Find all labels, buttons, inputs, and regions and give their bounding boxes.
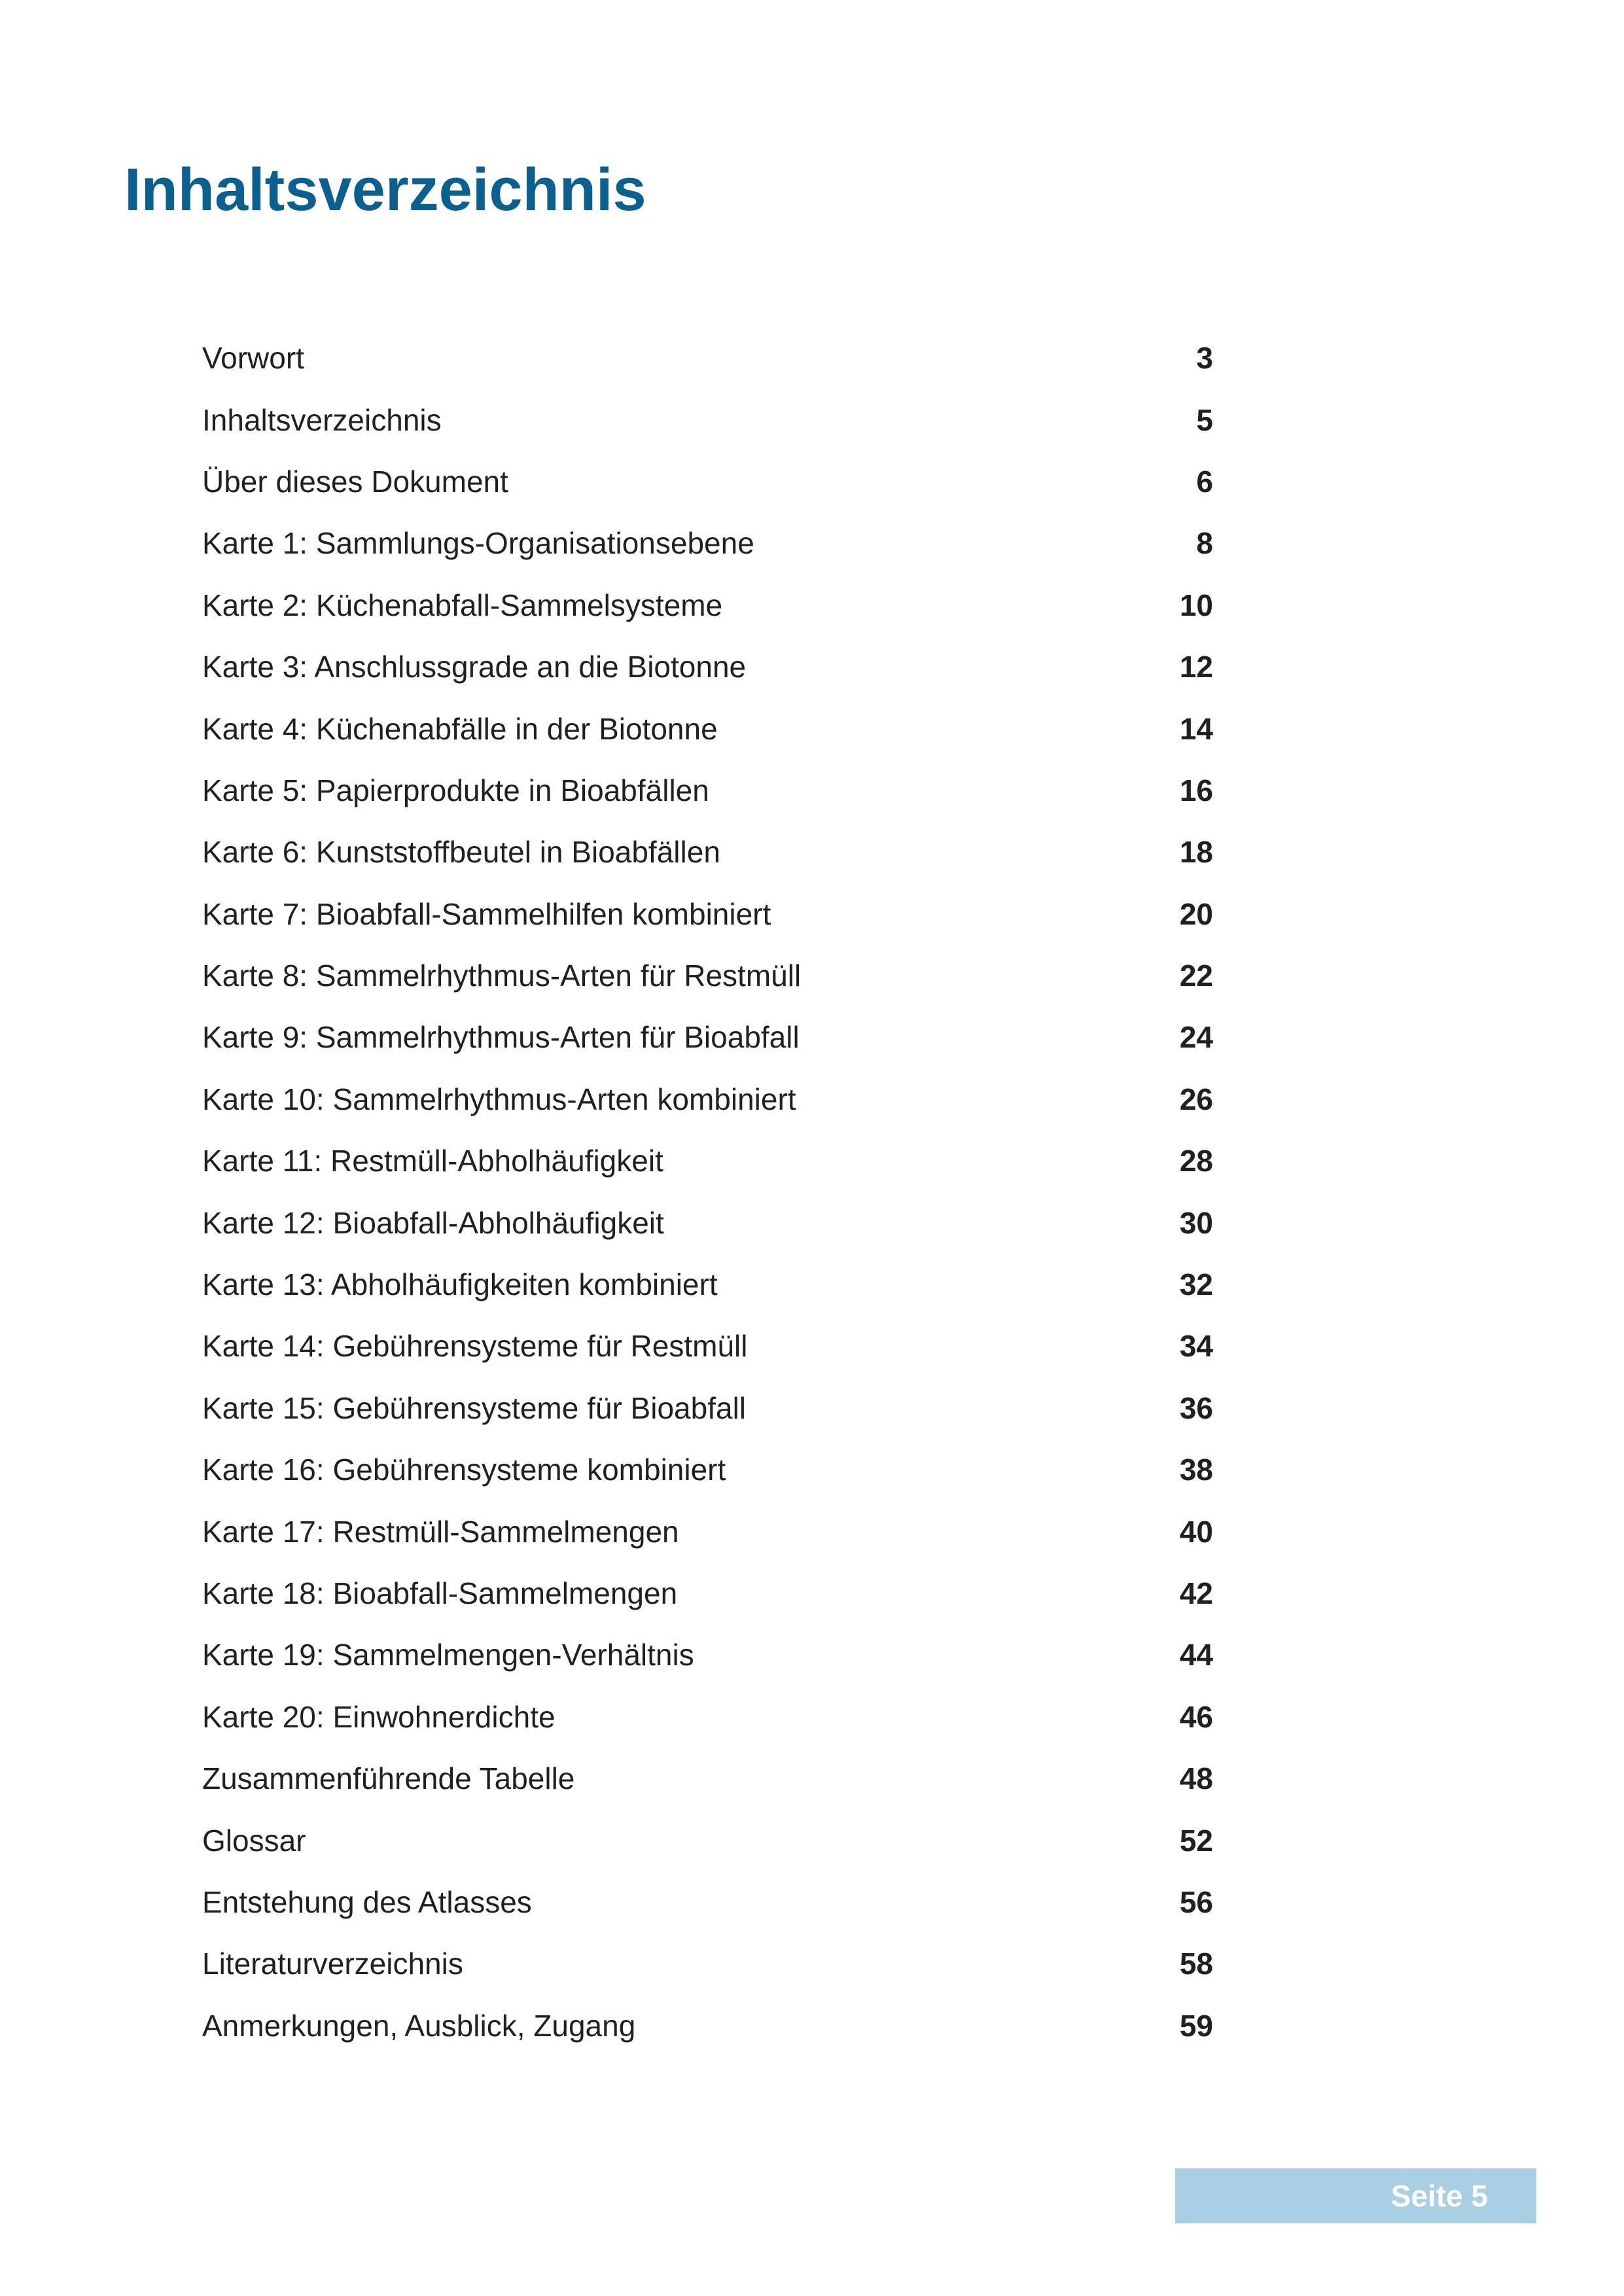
toc-entry[interactable] [202, 760, 1213, 821]
toc-entry-label: Karte 2: Küchenabfall-Sammelsysteme [202, 588, 723, 622]
toc-entry[interactable] [202, 1995, 1213, 2057]
page-number-bar [1175, 2168, 1536, 2223]
toc-entry-page: 5 [1196, 402, 1213, 437]
toc-entry-label: Karte 20: Einwohnerdichte [202, 1699, 556, 1734]
toc-entry-label: Karte 4: Küchenabfälle in der Biotonne [202, 711, 718, 746]
toc-entry-label: Karte 13: Abholhäufigkeiten kombiniert [202, 1267, 718, 1302]
toc-entry-label: Karte 17: Restmüll-Sammelmengen [202, 1514, 679, 1549]
toc-entry-page: 46 [1179, 1699, 1213, 1734]
toc-entry-label: Karte 12: Bioabfall-Abholhäufigkeit [202, 1205, 664, 1240]
toc-entry-label: Karte 7: Bioabfall-Sammelhilfen kombiniert [202, 896, 771, 931]
toc-entry-label: Karte 18: Bioabfall-Sammelmengen [202, 1576, 678, 1610]
toc-entry[interactable] [202, 574, 1213, 636]
toc-entry-page: 42 [1179, 1576, 1213, 1610]
toc-entry-label: Glossar [202, 1823, 306, 1858]
toc-entry-page: 20 [1179, 896, 1213, 931]
toc-entry-label: Karte 8: Sammelrhythmus-Arten für Restmüll [202, 959, 802, 993]
toc-entry-page: 16 [1179, 773, 1213, 807]
toc-entry[interactable] [202, 1192, 1213, 1253]
toc-entry-label: Karte 1: Sammlungs-Organisationsebene [202, 526, 754, 561]
toc-entry-label: Vorwort [202, 341, 304, 376]
toc-entry[interactable] [202, 1130, 1213, 1192]
toc-entry-page: 28 [1179, 1144, 1213, 1178]
toc-entry-page: 44 [1179, 1638, 1213, 1672]
toc-entry-label: Karte 5: Papierprodukte in Bioabfällen [202, 773, 709, 807]
toc-entry[interactable] [202, 1315, 1213, 1377]
toc-entry-page: 38 [1179, 1453, 1213, 1487]
toc-entry[interactable] [202, 1563, 1213, 1624]
toc-entry-page: 58 [1179, 1947, 1213, 1981]
toc-entry-label: Über dieses Dokument [202, 464, 508, 499]
toc-entry[interactable] [202, 1500, 1213, 1562]
toc-entry[interactable] [202, 1377, 1213, 1439]
toc-entry-page: 34 [1179, 1329, 1213, 1364]
toc-entry[interactable] [202, 451, 1213, 512]
toc-entry-page: 52 [1179, 1823, 1213, 1858]
toc-entry-label: Karte 19: Sammelmengen-Verhältnis [202, 1638, 694, 1672]
toc-entry-label: Karte 3: Anschlussgrade an die Biotonne [202, 650, 747, 684]
toc-entry-page: 8 [1196, 526, 1213, 561]
toc-entry-page: 22 [1179, 959, 1213, 993]
toc-entry[interactable] [202, 1254, 1213, 1315]
toc-entry-label: Entstehung des Atlasses [202, 1884, 532, 1919]
toc-entry-page: 3 [1196, 341, 1213, 376]
toc-entry[interactable] [202, 1686, 1213, 1748]
toc-entry[interactable] [202, 698, 1213, 759]
toc-entry-label: Anmerkungen, Ausblick, Zugang [202, 2008, 636, 2043]
toc-entry-page: 24 [1179, 1020, 1213, 1055]
toc-entry[interactable] [202, 1871, 1213, 1933]
toc-entry[interactable] [202, 1624, 1213, 1686]
toc-entry-label: Karte 16: Gebührensysteme kombiniert [202, 1453, 726, 1487]
toc-entry-page: 10 [1179, 588, 1213, 622]
toc-entry-label: Literaturverzeichnis [202, 1947, 463, 1981]
toc-entry[interactable] [202, 883, 1213, 945]
toc-entry[interactable] [202, 1748, 1213, 1809]
toc-entry-label: Inhaltsverzeichnis [202, 402, 442, 437]
toc-entry-page: 18 [1179, 835, 1213, 870]
toc-entry[interactable] [202, 945, 1213, 1006]
toc-entry-page: 30 [1179, 1205, 1213, 1240]
toc-entry[interactable] [202, 1006, 1213, 1068]
toc-entry-page: 12 [1179, 650, 1213, 684]
toc-entry[interactable] [202, 821, 1213, 883]
toc-entry[interactable] [202, 1809, 1213, 1871]
table-of-contents [202, 327, 1213, 2057]
toc-entry[interactable] [202, 636, 1213, 698]
toc-entry-page: 56 [1179, 1884, 1213, 1919]
toc-entry-page: 6 [1196, 464, 1213, 499]
toc-entry-page: 14 [1179, 711, 1213, 746]
toc-entry[interactable] [202, 327, 1213, 389]
toc-entry-label: Karte 14: Gebührensysteme für Restmüll [202, 1329, 748, 1364]
toc-entry-page: 26 [1179, 1082, 1213, 1116]
toc-entry-label: Karte 15: Gebührensysteme für Bioabfall [202, 1390, 747, 1425]
toc-entry-label: Karte 10: Sammelrhythmus-Arten kombiniert [202, 1082, 796, 1116]
toc-entry-page: 36 [1179, 1390, 1213, 1425]
toc-entry-page: 48 [1179, 1761, 1213, 1796]
toc-entry-page: 59 [1179, 2008, 1213, 2043]
toc-entry-page: 40 [1179, 1514, 1213, 1549]
toc-entry-label: Karte 6: Kunststoffbeutel in Bioabfällen [202, 835, 720, 870]
toc-entry[interactable] [202, 512, 1213, 574]
toc-entry-label: Karte 9: Sammelrhythmus-Arten für Bioabfall [202, 1020, 800, 1055]
toc-entry-label: Karte 11: Restmüll-Abholhäufigkeit [202, 1144, 663, 1178]
toc-entry-label: Zusammenführende Tabelle [202, 1761, 575, 1796]
toc-entry[interactable] [202, 389, 1213, 450]
toc-entry[interactable] [202, 1439, 1213, 1500]
page-title: Inhaltsverzeichnis [124, 156, 646, 223]
toc-entry[interactable] [202, 1069, 1213, 1130]
toc-entry-page: 32 [1179, 1267, 1213, 1302]
toc-entry[interactable] [202, 1933, 1213, 1994]
page-number-label: Seite 5 [1390, 2179, 1488, 2213]
